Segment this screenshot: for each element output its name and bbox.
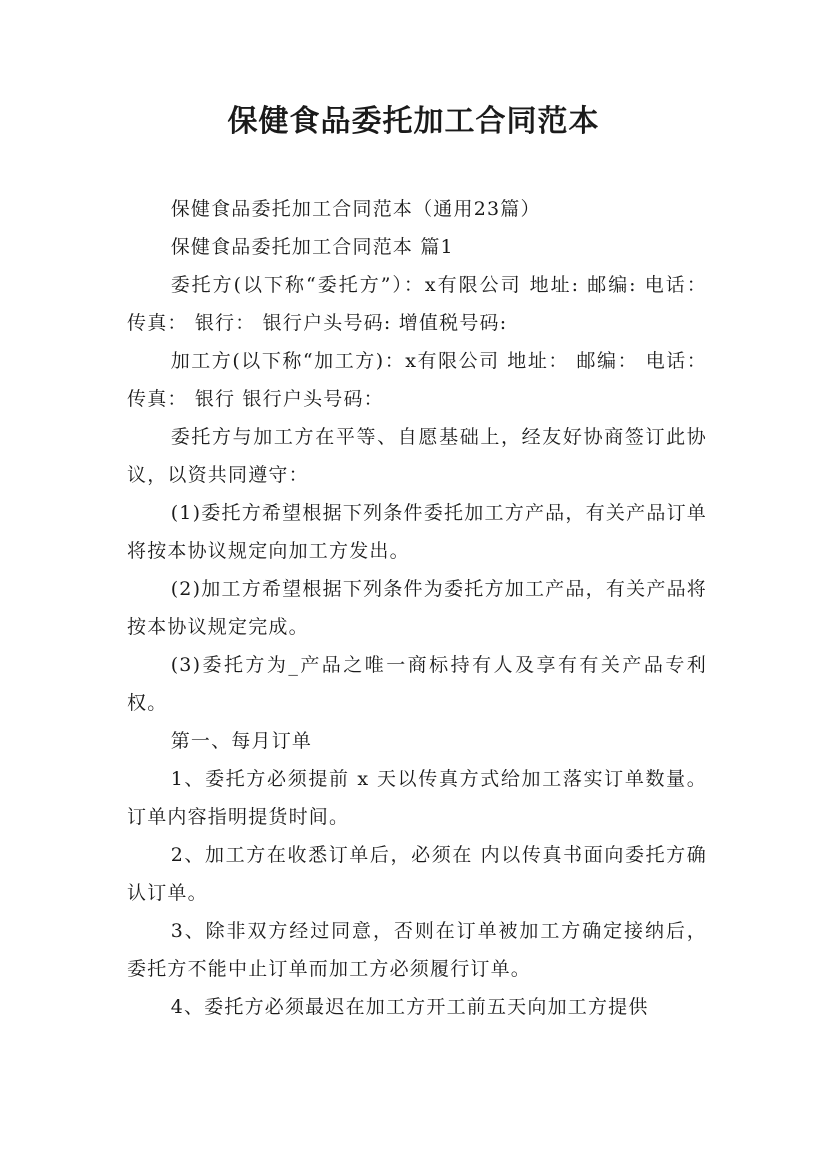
paragraph: 4、委托方必须最迟在加工方开工前五天向加工方提供 (170, 996, 649, 1018)
paragraph: (3)委托方为_产品之唯一商标持有人及享有有关产品专利权。 (127, 654, 707, 714)
paragraph: 保健食品委托加工合同范本 篇1 (170, 236, 454, 258)
paragraph: (1)委托方希望根据下列条件委托加工方产品，有关产品订单将按本协议规定向加工方发出。 (127, 502, 707, 562)
document-title: 保健食品委托加工合同范本 (227, 104, 600, 139)
paragraph: (2)加工方希望根据下列条件为委托方加工产品，有关产品将按本协议规定完成。 (127, 578, 707, 638)
paragraph: 委托方与加工方在平等、自愿基础上，经友好协商签订此协议，以资共同遵守： (127, 426, 707, 486)
paragraph: 2、加工方在收悉订单后，必须在 内以传真书面向委托方确认订单。 (127, 844, 707, 904)
section-heading: 第一、每月订单 (170, 730, 313, 752)
paragraph: 委托方(以下称“委托方”）：x有限公司 地址: 邮编: 电话： 传真： 银行： 银行户头号码: 增值税号码: (127, 274, 707, 334)
paragraph: 3、除非双方经过同意，否则在订单被加工方确定接纳后，委托方不能中止订单而加工方必须履行订单。 (127, 920, 707, 980)
document-body (127, 190, 707, 1026)
paragraph: 保健食品委托加工合同范本（通用23篇） (170, 198, 541, 220)
paragraph: 1、委托方必须提前 x 天以传真方式给加工落实订单数量。订单内容指明提货时间。 (127, 768, 707, 828)
paragraph: 加工方(以下称“加工方)：x有限公司 地址： 邮编： 电话： 传真： 银行 银行户头号码： (127, 350, 707, 410)
